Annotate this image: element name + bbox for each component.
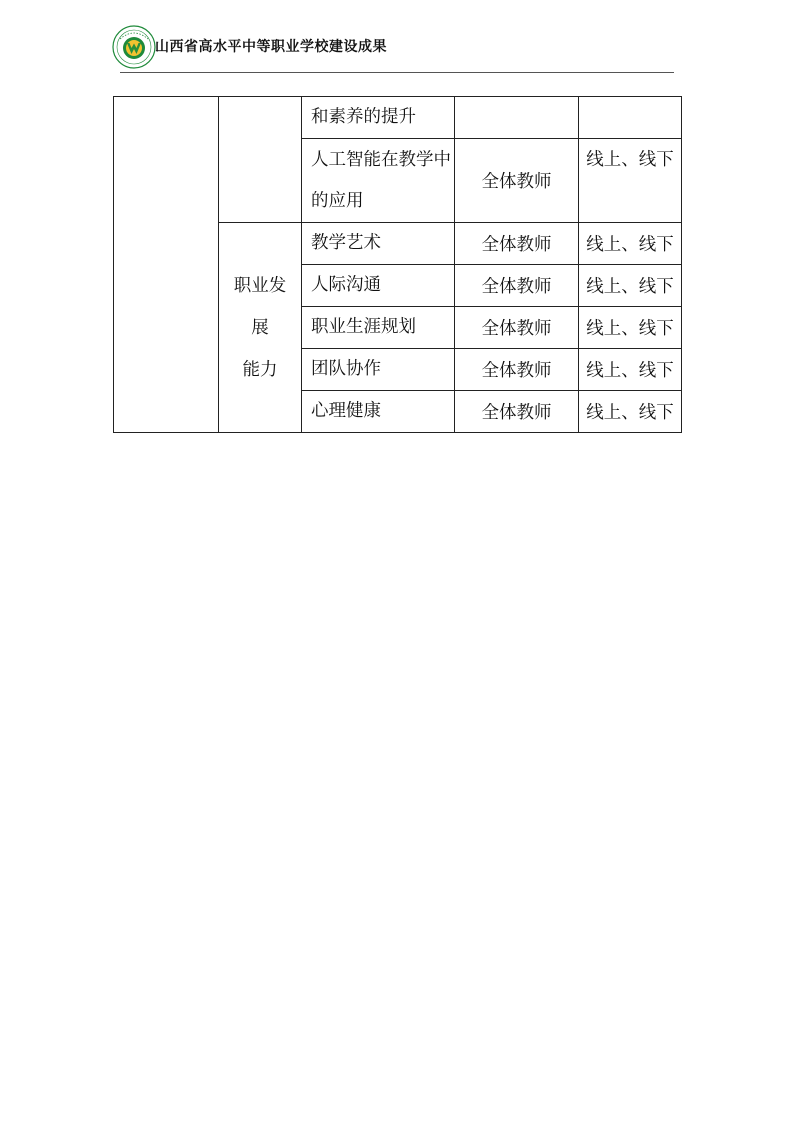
target-cell: 全体教师 [455,265,579,307]
target-cell [455,97,579,139]
merged-empty-cell [114,97,219,433]
content-cell: 团队协作 [302,349,455,391]
mode-cell: 线上、线下 [579,391,682,433]
content-cell: 心理健康 [302,391,455,433]
table-row [114,97,682,139]
content-cell: 教学艺术 [302,223,455,265]
merged-category-cell [219,97,302,223]
content-cell: 人际沟通 [302,265,455,307]
category-cell [219,223,302,433]
school-logo-icon [112,25,156,69]
target-cell: 全体教师 [455,307,579,349]
mode-cell: 线上、线下 [579,139,682,223]
page-header [112,25,674,72]
target-cell: 全体教师 [455,391,579,433]
category-line: 展 [251,317,269,338]
content-cell: 职业生涯规划 [302,307,455,349]
mode-cell [579,97,682,139]
target-cell: 全体教师 [455,139,579,223]
target-cell: 全体教师 [455,349,579,391]
content-cell: 人工智能在教学中的应用 [302,139,455,223]
category-line: 能力 [242,359,278,380]
mode-cell: 线上、线下 [579,265,682,307]
target-cell: 全体教师 [455,223,579,265]
category-line: 职业发 [233,275,287,296]
header-divider [120,72,674,73]
training-table [113,96,682,433]
header-title: 山西省高水平中等职业学校建设成果 [155,39,387,55]
mode-cell: 线上、线下 [579,223,682,265]
mode-cell: 线上、线下 [579,349,682,391]
mode-cell: 线上、线下 [579,307,682,349]
content-cell: 和素养的提升 [302,97,455,139]
